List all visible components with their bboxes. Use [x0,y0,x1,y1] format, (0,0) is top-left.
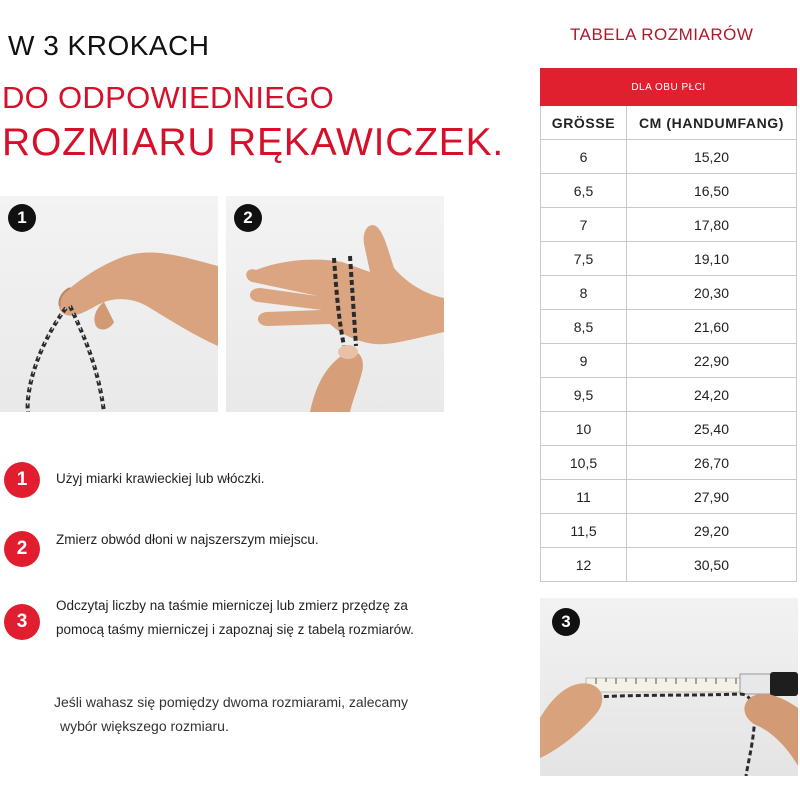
size-cell: 11 [541,480,627,514]
heading-main: ROZMIARU RĘKAWICZEK. [2,121,505,164]
photo-step-1 [0,196,218,412]
size-cell: 12 [541,548,627,582]
size-cell: 7 [541,208,627,242]
table-row [541,446,797,480]
size-table-banner: DLA OBU PŁCI [541,69,797,106]
step-2-text [56,528,319,552]
heading-subtitle: DO ODPOWIEDNIEGO [2,80,335,115]
table-row [541,208,797,242]
table-row [541,412,797,446]
table-row [541,174,797,208]
step-3-text [56,594,476,642]
hand-holding-cord-illustration [0,196,218,412]
table-row [541,480,797,514]
step-2-badge: 2 [4,531,40,567]
size-cell: 9 [541,344,627,378]
cm-cell: 24,20 [627,378,797,412]
hand-measuring-illustration [226,196,444,412]
size-cell: 7,5 [541,242,627,276]
heading-steps: W 3 KROKACH [8,30,210,61]
size-cell: 11,5 [541,514,627,548]
size-cell: 10 [541,412,627,446]
cm-cell: 22,90 [627,344,797,378]
table-row [541,548,797,582]
size-cell: 6 [541,140,627,174]
size-cell: 9,5 [541,378,627,412]
table-row [541,378,797,412]
step-1-text [56,467,265,491]
column-header-size: GRÖSSE [541,106,627,140]
cm-cell: 29,20 [627,514,797,548]
cm-cell: 15,20 [627,140,797,174]
cm-cell: 27,90 [627,480,797,514]
advice-line-2: wybór większego rozmiaru. [60,718,229,734]
photo-number-badge: 1 [8,204,36,232]
size-table-body [541,140,797,582]
size-cell: 8 [541,276,627,310]
photo-number-badge: 2 [234,204,262,232]
size-cell: 8,5 [541,310,627,344]
size-table-title: TABELA ROZMIARÓW [570,25,754,44]
step-3-line-2: pomocą taśmy mierniczej i zapoznaj się z tabelą rozmiarów. [56,622,414,637]
table-row [541,276,797,310]
photo-step-3 [540,598,798,776]
cm-cell: 16,50 [627,174,797,208]
step-3-line-1: Odczytaj liczby na taśmie mierniczej lub zmierz przędzę za [56,598,408,613]
table-row [541,140,797,174]
step-2-line-1: Zmierz obwód dłoni w najszerszym miejscu. [56,532,319,547]
step-1-badge: 1 [4,462,40,498]
cm-cell: 20,30 [627,276,797,310]
cm-cell: 25,40 [627,412,797,446]
size-cell: 10,5 [541,446,627,480]
cm-cell: 30,50 [627,548,797,582]
cm-cell: 26,70 [627,446,797,480]
column-header-cm: CM (HANDUMFANG) [627,106,797,140]
photo-number-badge: 3 [552,608,580,636]
table-row [541,344,797,378]
table-row [541,310,797,344]
advice-line-1: Jeśli wahasz się pomiędzy dwoma rozmiarami, zalecamy [54,694,409,710]
step-1-line-1: Użyj miarki krawieckiej lub włóczki. [56,471,265,486]
table-row [541,242,797,276]
cm-cell: 17,80 [627,208,797,242]
size-advice [54,690,474,738]
photo-step-2 [226,196,444,412]
table-row [541,514,797,548]
cm-cell: 21,60 [627,310,797,344]
cm-cell: 19,10 [627,242,797,276]
size-table [540,68,797,582]
size-cell: 6,5 [541,174,627,208]
step-3-badge: 3 [4,604,40,640]
